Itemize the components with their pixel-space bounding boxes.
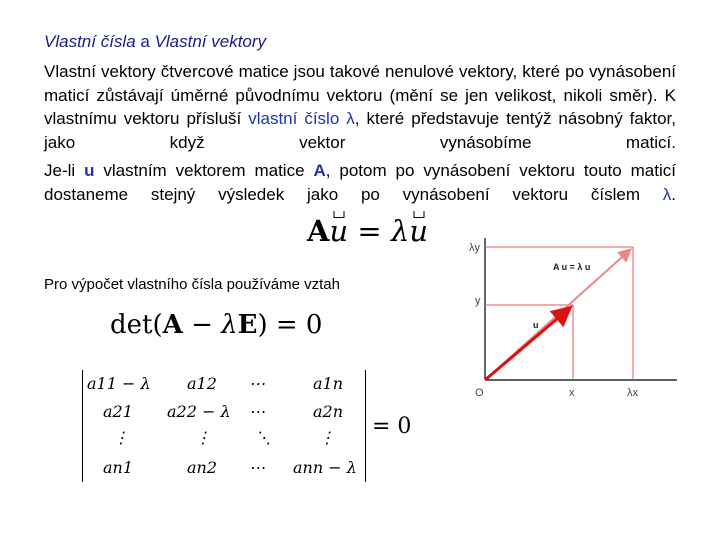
matrix-cell-r4c2: an2 bbox=[187, 458, 218, 477]
matrix-cell-r1c1: a11 − λ bbox=[87, 374, 151, 393]
paragraph1-text1: Vlastní vektory čtvercové matice jsou takové nenulové vektory, které po vynásobení maticí zůstávají úměrné původnímu vektoru (mění se jen velikost, nikoli směr). K vlastnímu vektoru přísluší bbox=[44, 62, 676, 128]
paragraph1-highlight: vlastní číslo λ bbox=[248, 109, 355, 128]
f1-lambda: λ bbox=[390, 214, 410, 248]
paragraph-statement bbox=[44, 159, 676, 206]
label-lambda-x: λx bbox=[627, 387, 638, 399]
label-x: x bbox=[569, 387, 575, 399]
matrix-cell-r4c3: ⋯ bbox=[249, 458, 265, 477]
determinant-matrix bbox=[82, 370, 366, 482]
matrix-cell-r1c2: a12 bbox=[187, 374, 217, 393]
formula-intro: Pro výpočet vlastního čísla používáme vztah bbox=[44, 276, 340, 293]
paragraph2-A: A bbox=[313, 161, 326, 180]
matrix-equals-zero: = 0 bbox=[372, 414, 412, 439]
title-and: a bbox=[135, 32, 155, 51]
matrix-cell-r3c2: ⋮ bbox=[195, 428, 211, 447]
label-origin: O bbox=[475, 387, 484, 399]
f2-prefix: det( bbox=[110, 310, 163, 340]
title-part2: Vlastní vektory bbox=[154, 32, 267, 51]
vector-u bbox=[485, 307, 571, 380]
matrix-cell-r1c3: ⋯ bbox=[249, 374, 265, 393]
label-y: y bbox=[475, 295, 481, 307]
f2-suffix: ) = 0 bbox=[257, 310, 323, 340]
paragraph2-text3: , potom po vynásobení vektoru touto maticí dostaneme stejný výsledek jako po vynásobení vektoru číslem bbox=[44, 161, 676, 204]
matrix-cell-r3c1: ⋮ bbox=[113, 428, 129, 447]
label-Au: A u = λ u bbox=[553, 262, 591, 272]
label-lambda-y: λy bbox=[469, 242, 480, 254]
f1-u2: u bbox=[409, 214, 429, 248]
paragraph1-text2: , které představuje tentýž násobný faktor, jako když vektor vynásobíme maticí. bbox=[44, 109, 676, 152]
matrix-cell-r4c4: ann − λ bbox=[293, 458, 357, 477]
matrix-cell-r2c3: ⋯ bbox=[249, 402, 265, 421]
paragraph2-text4: . bbox=[671, 184, 676, 204]
f1-A: A bbox=[307, 214, 330, 248]
f2-E: E bbox=[237, 310, 258, 340]
paragraph2-text2: vlastním vektorem matice bbox=[94, 161, 314, 180]
paragraph2-lambda: λ bbox=[662, 184, 672, 204]
eigenvector-diagram bbox=[455, 230, 685, 410]
matrix-cell-r3c3: ⋱ bbox=[255, 428, 271, 447]
matrix-cell-r4c1: an1 bbox=[103, 458, 134, 477]
f2-lambda: λ bbox=[221, 310, 238, 340]
matrix-cell-r2c2: a22 − λ bbox=[167, 402, 231, 421]
paragraph2-u: u bbox=[84, 161, 95, 180]
matrix-cell-r2c1: a21 bbox=[103, 402, 133, 421]
label-u: u bbox=[533, 320, 539, 330]
determinant-equation bbox=[110, 310, 322, 340]
page-title bbox=[44, 32, 266, 52]
paragraph-definition bbox=[44, 60, 676, 154]
matrix-cell-r1c4: a1n bbox=[313, 374, 344, 393]
eigen-equation bbox=[307, 214, 428, 248]
matrix-cell-r2c4: a2n bbox=[313, 402, 344, 421]
f1-eq: = bbox=[348, 214, 391, 248]
matrix-cell-r3c4: ⋮ bbox=[319, 428, 335, 447]
f2-A: A bbox=[162, 310, 183, 340]
paragraph2-text1: Je-li bbox=[44, 161, 85, 180]
f1-u1: u bbox=[329, 214, 349, 248]
title-part1: Vlastní čísla bbox=[44, 32, 136, 51]
f2-minus: − bbox=[182, 310, 222, 340]
